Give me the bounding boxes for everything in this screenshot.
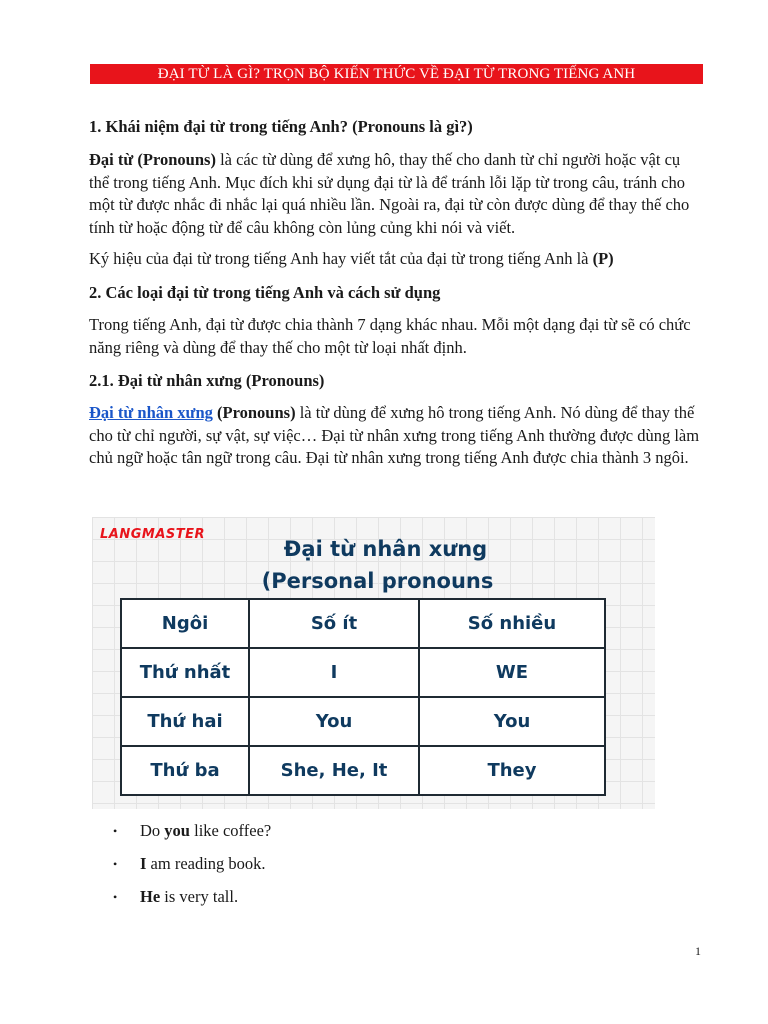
table-row xyxy=(121,746,605,795)
table-cell: Số nhiều xyxy=(419,599,605,648)
table-cell: Thứ ba xyxy=(121,746,249,795)
langmaster-logo: LANGMASTER xyxy=(100,527,206,542)
list-item xyxy=(113,886,271,919)
section-2-paragraph: Trong tiếng Anh, đại từ được chia thành 7 dạng khác nhau. Mỗi một dạng đại từ sẽ có chức năng riêng và dùng để thay thế cho một từ loại nhất định. xyxy=(89,315,691,357)
personal-pronouns-link[interactable]: Đại từ nhân xưng xyxy=(89,403,213,422)
table-cell: You xyxy=(249,697,419,746)
section-2-1-paragraph xyxy=(89,402,704,470)
table-cell: Ngôi xyxy=(121,599,249,648)
bullet-icon: • xyxy=(113,857,118,871)
table-cell: They xyxy=(419,746,605,795)
example-text: like coffee? xyxy=(189,821,272,840)
example-text: Do xyxy=(140,821,165,840)
example-list xyxy=(113,820,271,919)
bullet-icon: • xyxy=(113,890,118,904)
section-1-paragraph-1-text: là các từ dùng để xưng hô, thay thế cho danh từ chỉ người hoặc vật cụ thể trong tiếng Anh. Mục đích khi sử dụng đại từ là để tránh lỗi lặp từ trong câu, tránh cho một từ được nhắc đi nhắc lại quá nhiều lần. Ngoài ra, đại từ còn được dùng để thay thế cho tính từ hoặc động từ để câu không còn lủng củng khi nói và viết. xyxy=(89,150,690,237)
example-pronoun: He xyxy=(140,887,161,906)
table-cell: Thứ hai xyxy=(121,697,249,746)
table-cell: I xyxy=(249,648,419,697)
list-item xyxy=(113,853,271,886)
page-number: 1 xyxy=(695,944,701,958)
section-1-heading: 1. Khái niệm đại từ trong tiếng Anh? (Pronouns là gì?) xyxy=(89,117,473,136)
table-cell: Thứ nhất xyxy=(121,648,249,697)
page-title-banner: ĐẠI TỪ LÀ GÌ? TRỌN BỘ KIẾN THỨC VỀ ĐẠI TỪ TRONG TIẾNG ANH xyxy=(90,64,703,84)
symbol-p: (P) xyxy=(592,249,614,268)
section-2-1-heading: 2.1. Đại từ nhân xưng (Pronouns) xyxy=(89,371,325,390)
symbol-sentence: Ký hiệu của đại từ trong tiếng Anh hay viết tắt của đại từ trong tiếng Anh là xyxy=(89,249,593,268)
example-text: am reading book. xyxy=(146,854,266,873)
section-2-heading: 2. Các loại đại từ trong tiếng Anh và cách sử dụng xyxy=(89,283,441,302)
table-cell: She, He, It xyxy=(249,746,419,795)
example-pronoun: I xyxy=(140,854,147,873)
section-1-paragraph-2 xyxy=(89,248,704,271)
table-header-row xyxy=(121,599,605,648)
list-item xyxy=(113,820,271,853)
example-pronoun: you xyxy=(164,821,190,840)
table-row xyxy=(121,648,605,697)
table-row xyxy=(121,697,605,746)
table-cell: You xyxy=(419,697,605,746)
personal-pronouns-infographic xyxy=(92,517,655,809)
term-pronouns: Đại từ (Pronouns) xyxy=(89,150,216,169)
pronoun-table xyxy=(120,598,606,796)
table-cell: WE xyxy=(419,648,605,697)
bullet-icon: • xyxy=(113,824,118,838)
infographic-subtitle: (Personal pronouns xyxy=(261,569,494,593)
table-cell: Số ít xyxy=(249,599,419,648)
pronouns-term: (Pronouns) xyxy=(212,403,296,422)
example-text: is very tall. xyxy=(160,887,239,906)
section-2-1-paragraph-text: là từ dùng để xưng hô trong tiếng Anh. Nó dùng để thay thế cho từ chỉ người, sự vật, sự việc… Đại từ nhân xưng trong tiếng Anh thường được dùng làm chủ ngữ hoặc tân ngữ trong câu. Đại từ nhân xưng trong tiếng Anh được chia thành 3 ngôi. xyxy=(89,403,700,467)
section-1-paragraph-1 xyxy=(89,149,704,239)
infographic-title: Đại từ nhân xưng xyxy=(283,537,488,561)
